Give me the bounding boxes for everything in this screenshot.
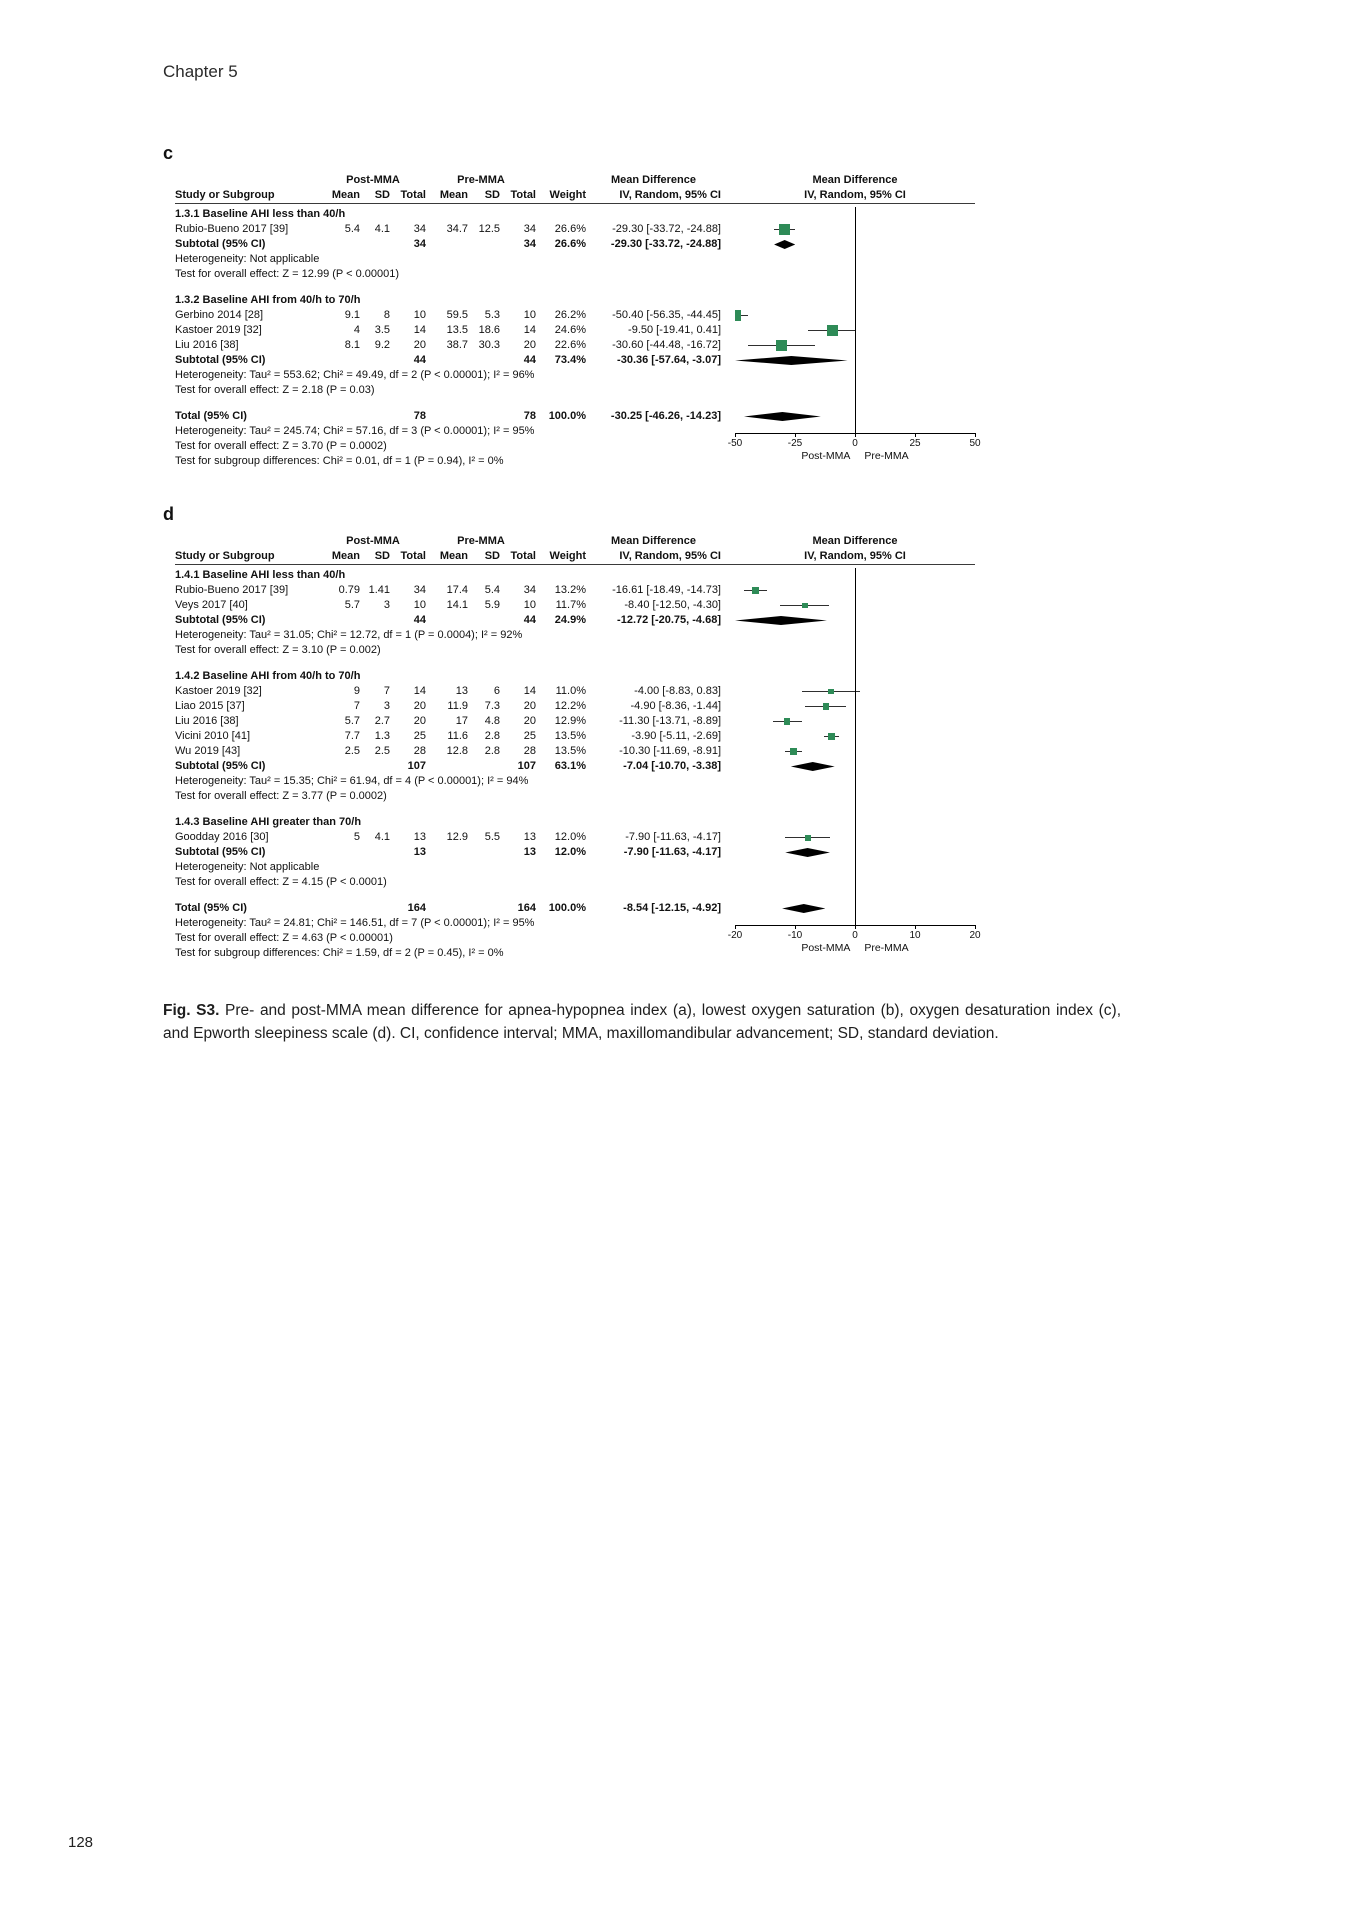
post-total-value: 25 — [413, 730, 426, 742]
analysis-note: Test for overall effect: Z = 4.15 (P < 0.0001) — [175, 876, 387, 888]
sd-column-header: SD — [484, 189, 500, 201]
total-column-header: Total — [400, 550, 426, 562]
zero-line — [855, 568, 856, 925]
pre-mean-value: 12.8 — [446, 745, 468, 757]
axis-tick — [975, 433, 976, 437]
pooled-diamond — [735, 356, 848, 365]
post-total-value: 107 — [407, 760, 426, 772]
forest-header-columns — [175, 549, 975, 564]
axis-tick-label: 20 — [969, 930, 981, 941]
ci-text: -12.72 [-20.75, -4.68] — [617, 614, 721, 626]
post-mean-value: 5.4 — [344, 223, 360, 235]
pre-total-value: 34 — [523, 238, 536, 250]
post-sd-value: 4.1 — [374, 223, 390, 235]
axis-tick-label: -10 — [787, 930, 803, 941]
pre-sd-value: 2.8 — [484, 745, 500, 757]
forest-plot-d — [175, 534, 981, 961]
post-total-value: 20 — [413, 715, 426, 727]
weight-value: 13.5% — [554, 730, 586, 742]
pooled-label: Subtotal (95% CI) — [175, 760, 266, 772]
pre-sd-value: 4.8 — [484, 715, 500, 727]
pre-total-value: 34 — [523, 223, 536, 235]
post-total-value: 10 — [413, 599, 426, 611]
analysis-note: Heterogeneity: Tau² = 15.35; Chi² = 61.94, df = 4 (P < 0.00001); I² = 94% — [175, 775, 529, 787]
pre-total-value: 10 — [523, 309, 536, 321]
ci-text: -11.30 [-13.71, -8.89] — [619, 715, 721, 727]
ci-text: -16.61 [-18.49, -14.73] — [612, 584, 721, 596]
weight-value: 63.1% — [554, 760, 586, 772]
mean-difference-plot-header: Mean Difference — [812, 535, 898, 547]
sd-column-header: SD — [484, 550, 500, 562]
ci-text: -29.30 [-33.72, -24.88] — [612, 223, 721, 235]
axis-tick-label: 50 — [969, 438, 981, 449]
weight-column-header: Weight — [549, 189, 586, 201]
axis-direction-labels — [801, 942, 908, 954]
weight-value: 11.7% — [555, 599, 586, 611]
sd-column-header: SD — [374, 189, 390, 201]
post-total-value: 164 — [407, 902, 426, 914]
weight-value: 26.6% — [554, 238, 586, 250]
ci-text: -30.25 [-46.26, -14.23] — [610, 410, 721, 422]
post-total-value: 20 — [413, 339, 426, 351]
pre-total-value: 44 — [523, 614, 536, 626]
pre-sd-value: 5.3 — [484, 309, 500, 321]
ci-text: -4.00 [-8.83, 0.83] — [634, 685, 721, 697]
pre-total-value: 14 — [523, 324, 536, 336]
ci-text: -29.30 [-33.72, -24.88] — [610, 238, 721, 250]
weight-value: 73.4% — [554, 354, 586, 366]
post-sd-value: 3 — [383, 700, 390, 712]
post-total-value: 44 — [413, 354, 426, 366]
axis-tick-label: -20 — [727, 930, 743, 941]
panel-letter-c: c — [163, 143, 174, 163]
post-total-value: 28 — [413, 745, 426, 757]
forest-header-groups — [175, 534, 975, 549]
pre-mean-value: 11.6 — [447, 730, 468, 742]
pre-mean-value: 17.4 — [446, 584, 468, 596]
post-total-value: 34 — [413, 584, 426, 596]
pooled-label: Subtotal (95% CI) — [175, 354, 266, 366]
study-name: Goodday 2016 [30] — [175, 831, 269, 843]
pooled-diamond — [791, 762, 835, 771]
caption-label: Fig. S3. — [163, 1002, 220, 1019]
pre-sd-value: 18.6 — [478, 324, 500, 336]
axis-tick — [855, 925, 856, 929]
axis-tick-label: -25 — [787, 438, 803, 449]
pre-mean-value: 17 — [455, 715, 468, 727]
iv-column-header: IV, Random, 95% CI — [619, 189, 721, 201]
effect-square — [790, 748, 797, 755]
weight-value: 100.0% — [548, 410, 586, 422]
pooled-diamond — [774, 240, 795, 249]
post-mean-value: 7.7 — [344, 730, 360, 742]
subgroup-title: 1.4.1 Baseline AHI less than 40/h — [175, 569, 346, 581]
axis-tick-label: 0 — [852, 438, 858, 449]
caption-text: Pre- and post-MMA mean difference for apnea-hypopnea index (a), lowest oxygen saturation (b), oxygen desaturation index (c), and Epworth sleepiness scale (d). CI, confidence interval; MMA, maxillomandibular advancement; SD, standard deviation. — [163, 1002, 1122, 1043]
pre-sd-value: 5.9 — [484, 599, 500, 611]
weight-value: 12.0% — [554, 846, 586, 858]
study-column-header: Study or Subgroup — [175, 550, 275, 562]
pre-mma-group-header: Pre-MMA — [457, 535, 505, 547]
ci-text: -7.90 [-11.63, -4.17] — [625, 831, 721, 843]
pre-mean-value: 12.9 — [446, 831, 468, 843]
pre-total-value: 20 — [523, 339, 536, 351]
mean-column-header: Mean — [331, 189, 360, 201]
iv-plot-header: IV, Random, 95% CI — [804, 189, 906, 201]
favours-post-label: Post-MMA — [801, 450, 851, 462]
weight-value: 26.2% — [554, 309, 586, 321]
post-sd-value: 9.2 — [374, 339, 390, 351]
post-sd-value: 8 — [383, 309, 390, 321]
pre-mean-value: 13 — [455, 685, 468, 697]
effect-square — [828, 733, 835, 740]
pre-mean-value: 38.7 — [446, 339, 468, 351]
forest-header-groups — [175, 173, 975, 188]
effect-square — [776, 340, 787, 351]
forest-header-columns — [175, 188, 975, 203]
weight-value: 24.6% — [554, 324, 586, 336]
post-total-value: 14 — [413, 685, 426, 697]
pre-total-value: 14 — [523, 685, 536, 697]
analysis-note: Test for overall effect: Z = 3.70 (P = 0.0002) — [175, 440, 387, 452]
study-name: Rubio-Bueno 2017 [39] — [175, 223, 289, 235]
ci-text: -8.54 [-12.15, -4.92] — [623, 902, 721, 914]
analysis-note: Heterogeneity: Not applicable — [175, 253, 320, 265]
post-mean-value: 5.7 — [344, 599, 360, 611]
post-mean-value: 9.1 — [344, 309, 360, 321]
weight-value: 12.9% — [554, 715, 586, 727]
mean-column-header: Mean — [439, 189, 468, 201]
post-mean-value: 7 — [353, 700, 360, 712]
post-mma-group-header: Post-MMA — [346, 174, 400, 186]
analysis-note: Test for overall effect: Z = 3.10 (P = 0.002) — [175, 644, 381, 656]
subgroup-title: 1.4.2 Baseline AHI from 40/h to 70/h — [175, 670, 361, 682]
ci-text: -4.90 [-8.36, -1.44] — [630, 700, 721, 712]
axis-tick-label: -50 — [727, 438, 743, 449]
favours-pre-label: Pre-MMA — [864, 450, 909, 462]
axis-tick-label: 25 — [909, 438, 921, 449]
post-total-value: 14 — [413, 324, 426, 336]
pre-mean-value: 14.1 — [446, 599, 468, 611]
ci-text: -9.50 [-19.41, 0.41] — [628, 324, 721, 336]
study-name: Veys 2017 [40] — [175, 599, 248, 611]
effect-square — [827, 325, 838, 336]
pooled-diamond — [744, 412, 821, 421]
analysis-note: Test for overall effect: Z = 12.99 (P < 0.00001) — [175, 268, 400, 280]
study-name: Kastoer 2019 [32] — [175, 324, 262, 336]
iv-column-header: IV, Random, 95% CI — [619, 550, 721, 562]
pooled-label: Total (95% CI) — [175, 410, 247, 422]
pooled-label: Subtotal (95% CI) — [175, 238, 266, 250]
weight-value: 22.6% — [554, 339, 586, 351]
weight-value: 13.5% — [554, 745, 586, 757]
study-name: Gerbino 2014 [28] — [175, 309, 264, 321]
study-name: Liu 2016 [38] — [175, 339, 239, 351]
weight-value: 13.2% — [554, 584, 586, 596]
pre-total-value: 20 — [523, 715, 536, 727]
axis-tick — [975, 925, 976, 929]
pre-total-value: 13 — [523, 846, 536, 858]
post-total-value: 34 — [413, 223, 426, 235]
ci-text: -10.30 [-11.69, -8.91] — [619, 745, 721, 757]
total-column-header: Total — [400, 189, 426, 201]
pre-mean-value: 59.5 — [446, 309, 468, 321]
pooled-label: Total (95% CI) — [175, 902, 247, 914]
mean-difference-header: Mean Difference — [611, 535, 696, 547]
sd-column-header: SD — [374, 550, 390, 562]
post-mean-value: 5 — [353, 831, 360, 843]
analysis-note: Heterogeneity: Tau² = 553.62; Chi² = 49.49, df = 2 (P < 0.00001); I² = 96% — [175, 369, 535, 381]
study-name: Rubio-Bueno 2017 [39] — [175, 584, 289, 596]
chapter-heading: Chapter 5 — [163, 62, 238, 81]
post-mean-value: 2.5 — [344, 745, 360, 757]
effect-square — [828, 689, 834, 695]
weight-column-header: Weight — [549, 550, 586, 562]
pre-sd-value: 30.3 — [478, 339, 500, 351]
analysis-note: Test for subgroup differences: Chi² = 1.59, df = 2 (P = 0.45), I² = 0% — [175, 947, 504, 959]
ci-text: -7.90 [-11.63, -4.17] — [623, 846, 721, 858]
weight-value: 12.0% — [554, 831, 586, 843]
axis-direction-labels — [801, 450, 908, 462]
pre-mean-value: 13.5 — [446, 324, 468, 336]
ci-text: -8.40 [-12.50, -4.30] — [624, 599, 721, 611]
post-total-value: 10 — [413, 309, 426, 321]
pre-total-value: 28 — [523, 745, 536, 757]
pre-sd-value: 2.8 — [484, 730, 500, 742]
post-mean-value: 8.1 — [344, 339, 360, 351]
analysis-note: Heterogeneity: Not applicable — [175, 861, 320, 873]
axis-tick — [795, 433, 796, 437]
pre-mean-value: 34.7 — [446, 223, 468, 235]
weight-value: 12.2% — [554, 700, 586, 712]
page-number: 128 — [68, 1834, 94, 1851]
post-sd-value: 4.1 — [374, 831, 390, 843]
axis-tick — [915, 925, 916, 929]
mean-column-header: Mean — [439, 550, 468, 562]
header-rule — [175, 564, 975, 565]
pre-total-value: 20 — [523, 700, 536, 712]
pre-total-value: 34 — [523, 584, 536, 596]
mean-difference-plot-header: Mean Difference — [812, 174, 898, 186]
iv-plot-header: IV, Random, 95% CI — [804, 550, 906, 562]
effect-square — [784, 718, 790, 724]
study-name: Liu 2016 [38] — [175, 715, 239, 727]
post-sd-value: 1.41 — [368, 584, 390, 596]
pre-sd-value: 7.3 — [484, 700, 500, 712]
ci-text: -50.40 [-56.35, -44.45] — [612, 309, 721, 321]
total-column-header: Total — [510, 550, 536, 562]
analysis-note: Test for overall effect: Z = 2.18 (P = 0.03) — [175, 384, 375, 396]
axis-tick — [735, 433, 736, 437]
study-name: Kastoer 2019 [32] — [175, 685, 262, 697]
pooled-diamond — [735, 616, 827, 625]
effect-square — [735, 310, 741, 321]
post-sd-value: 3 — [383, 599, 390, 611]
axis-tick — [795, 925, 796, 929]
panel-letter-d: d — [163, 504, 174, 524]
total-column-header: Total — [510, 189, 536, 201]
effect-square — [802, 603, 808, 609]
analysis-note: Test for overall effect: Z = 4.63 (P < 0.00001) — [175, 932, 393, 944]
pre-total-value: 10 — [523, 599, 536, 611]
subgroup-title: 1.3.1 Baseline AHI less than 40/h — [175, 208, 346, 220]
effect-square — [779, 224, 790, 235]
weight-value: 11.0% — [555, 685, 586, 697]
analysis-note: Heterogeneity: Tau² = 24.81; Chi² = 146.51, df = 7 (P < 0.00001); I² = 95% — [175, 917, 535, 929]
post-sd-value: 7 — [383, 685, 390, 697]
figure-panel-c — [163, 143, 981, 469]
effect-square — [805, 835, 811, 841]
forest-plot-c — [175, 173, 981, 469]
post-total-value: 13 — [413, 846, 426, 858]
header-rule — [175, 203, 975, 204]
pre-sd-value: 6 — [493, 685, 500, 697]
axis-tick — [855, 433, 856, 437]
post-mean-value: 9 — [353, 685, 360, 697]
post-total-value: 34 — [413, 238, 426, 250]
mean-difference-header: Mean Difference — [611, 174, 696, 186]
zero-line — [855, 207, 856, 433]
pre-mean-value: 11.9 — [447, 700, 468, 712]
pre-mma-group-header: Pre-MMA — [457, 174, 505, 186]
favours-pre-label: Pre-MMA — [864, 942, 909, 954]
post-total-value: 44 — [413, 614, 426, 626]
pooled-label: Subtotal (95% CI) — [175, 846, 266, 858]
favours-post-label: Post-MMA — [801, 942, 851, 954]
weight-value: 100.0% — [548, 902, 586, 914]
axis-tick — [735, 925, 736, 929]
weight-value: 24.9% — [554, 614, 586, 626]
figure-caption — [163, 999, 1121, 1046]
weight-value: 26.6% — [554, 223, 586, 235]
post-total-value: 20 — [413, 700, 426, 712]
post-mean-value: 5.7 — [344, 715, 360, 727]
analysis-note: Test for subgroup differences: Chi² = 0.01, df = 1 (P = 0.94), I² = 0% — [175, 455, 504, 467]
plot-axis — [727, 433, 981, 462]
ci-text: -3.90 [-5.11, -2.69] — [631, 730, 721, 742]
pooled-diamond — [785, 848, 830, 857]
plot-axis — [727, 925, 981, 954]
pre-total-value: 25 — [523, 730, 536, 742]
post-sd-value: 2.5 — [374, 745, 390, 757]
ci-text: -7.04 [-10.70, -3.38] — [623, 760, 721, 772]
pre-total-value: 44 — [523, 354, 536, 366]
pre-total-value: 107 — [517, 760, 536, 772]
study-column-header: Study or Subgroup — [175, 189, 275, 201]
post-total-value: 78 — [413, 410, 426, 422]
analysis-note: Test for overall effect: Z = 3.77 (P = 0.0002) — [175, 790, 387, 802]
post-sd-value: 1.3 — [374, 730, 390, 742]
pre-sd-value: 12.5 — [478, 223, 500, 235]
effect-square — [752, 587, 759, 594]
analysis-note: Heterogeneity: Tau² = 31.05; Chi² = 12.72, df = 1 (P = 0.0004); I² = 92% — [175, 629, 523, 641]
pre-total-value: 78 — [523, 410, 536, 422]
pooled-label: Subtotal (95% CI) — [175, 614, 266, 626]
pooled-diamond — [782, 904, 825, 913]
ci-text: -30.60 [-44.48, -16.72] — [612, 339, 721, 351]
post-sd-value: 3.5 — [374, 324, 390, 336]
ci-text: -30.36 [-57.64, -3.07] — [617, 354, 721, 366]
mean-column-header: Mean — [331, 550, 360, 562]
study-name: Wu 2019 [43] — [175, 745, 241, 757]
figure-panel-d — [163, 504, 981, 961]
post-total-value: 13 — [413, 831, 426, 843]
post-mean-value: 4 — [353, 324, 360, 336]
analysis-note: Heterogeneity: Tau² = 245.74; Chi² = 57.16, df = 3 (P < 0.00001); I² = 95% — [175, 425, 535, 437]
axis-tick-label: 0 — [852, 930, 858, 941]
pre-total-value: 13 — [523, 831, 536, 843]
post-mean-value: 0.79 — [338, 584, 360, 596]
pre-total-value: 164 — [517, 902, 536, 914]
subgroup-title: 1.3.2 Baseline AHI from 40/h to 70/h — [175, 294, 361, 306]
post-sd-value: 2.7 — [374, 715, 390, 727]
axis-tick — [915, 433, 916, 437]
study-name: Liao 2015 [37] — [175, 700, 245, 712]
axis-tick-label: 10 — [909, 930, 921, 941]
pre-sd-value: 5.5 — [484, 831, 500, 843]
study-name: Vicini 2010 [41] — [175, 730, 251, 742]
effect-square — [823, 703, 829, 709]
post-mma-group-header: Post-MMA — [346, 535, 400, 547]
subgroup-title: 1.4.3 Baseline AHI greater than 70/h — [175, 816, 362, 828]
pre-sd-value: 5.4 — [484, 584, 500, 596]
